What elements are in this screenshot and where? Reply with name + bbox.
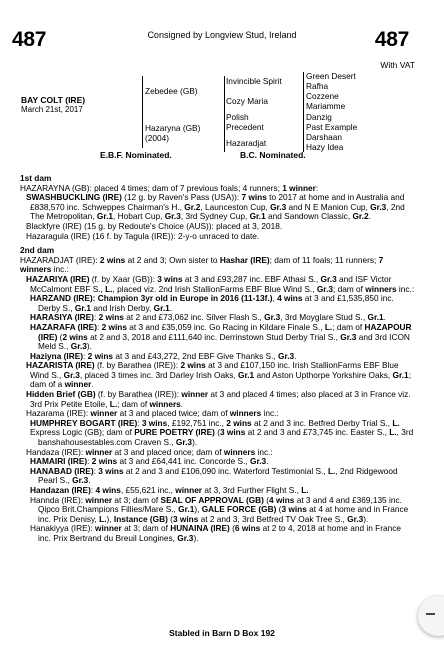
sire-sire: Invincible Spirit xyxy=(226,76,282,86)
horse-name: BAY COLT (IRE) xyxy=(21,95,86,105)
bc-nomination: B.C. Nominated. xyxy=(240,150,306,160)
progeny-entry: HAMAIRI (IRE): 2 wins at 3 and £64,441 inc. Concorde S., Gr.3. xyxy=(30,456,269,467)
progeny-entry: Handazan (IRE): 4 wins, £55,621 inc., winner at 3, 3rd Further Flight S., L. xyxy=(30,485,309,495)
minus-icon xyxy=(426,613,435,615)
progeny-entry: HAZARAFA (IRE): 2 wins at 3 and £35,059 inc. Go Racing in Kildare Finale S., L.; dam of HAZAPOUR (IRE) (2 wins at 2 and 3, 2018 and £111,640 inc. Derrinstown Stud Derby Trial S., Gr.3 and 3rd ICON Meld S., Gr.3). xyxy=(30,321,412,352)
pedigree-g2: Rafha xyxy=(306,81,329,91)
dam-record: HAZARAYNA (GB): placed 4 times; dam of 7 previous foals; 4 runners; 1 winner: xyxy=(20,182,319,193)
dam-sire-line: Polish xyxy=(226,112,249,122)
vat-note: With VAT xyxy=(380,60,415,70)
dam-dam: Hazaradjat xyxy=(226,138,267,148)
pedigree-g4: Mariamme xyxy=(306,101,346,111)
pedigree-g1: Green Desert xyxy=(306,71,356,81)
progeny-entry: HARZAND (IRE): Champion 3yr old in Europe in 2016 (11-13f.), 4 wins at 3 and £1,535,850 inc. Derby S., Gr.1 and Irish Derby, Gr.1. xyxy=(30,293,394,313)
dam-sire: Precedent xyxy=(226,122,264,132)
progeny-entry: Hazaragula (IRE) (16 f. by Tagula (IRE)): 2-y-o unraced to date. xyxy=(26,230,260,241)
progeny-entry: HANABAD (IRE): 3 wins at 2 and 3 and £106,090 inc. Waterford Testimonial S., L., 2nd Ridgewood Pearl S., Gr.3. xyxy=(30,465,398,486)
progeny-entry: Blackfyre (IRE) (15 g. by Redoute's Choice (AUS)): placed at 3, 2018. xyxy=(26,220,283,231)
sire-dam: Cozy Maria xyxy=(226,96,268,106)
progeny-entry: Hanakiyya (IRE): winner at 3; dam of HUNAINA (IRE) (6 wins at 2 to 4, 2018 at home and in France inc. Prix Bertrand du Breuil Longines, Gr.3). xyxy=(30,523,401,543)
progeny-entry: HUMPHREY BOGART (IRE): 3 wins, £192,751 inc., 2 wins at 2 and 3 inc. Betfred Derby Trial S., L. xyxy=(30,417,400,428)
progeny-entry: Handaza (IRE): winner at 3 and placed once; dam of winners inc.: xyxy=(26,446,273,457)
pedigree-g3: Cozzene xyxy=(306,91,339,101)
foaling-date: March 21st, 2017 xyxy=(21,105,83,114)
stabling-note: Stabled in Barn D Box 192 xyxy=(169,628,275,638)
pedigree-divider xyxy=(142,76,143,148)
pedigree-g8: Hazy Idea xyxy=(306,142,344,152)
section-heading: 2nd dam xyxy=(20,245,55,256)
lot-number-left: 487 xyxy=(12,28,47,51)
sire: Zebedee (GB) xyxy=(145,86,198,96)
progeny-entry: Express Logic (GB); dam of PURE POETRY (IRE) (3 wins at 2 and 3 and £73,745 inc. Easter S., L., 3rd banshahousestables.com Craven S., Gr.3). xyxy=(30,427,414,448)
section-heading: 1st dam xyxy=(20,173,52,183)
progeny-entry: Hazarama (IRE): winner at 3 and placed twice; dam of winners inc.: xyxy=(26,408,279,419)
progeny-entry: Hidden Brief (GB) (f. by Barathea (IRE)): winner at 3 and placed 4 times; also placed at 3 in France viz. 3rd Prix Petite Etoile, L.; dam of winners. xyxy=(26,389,411,409)
pedigree-divider xyxy=(303,72,304,152)
progeny-entry: HARASIYA (IRE): 2 wins at 2 and £73,062 inc. Silver Flash S., Gr.3, 3rd Moyglare Stud S., Gr.1. xyxy=(30,312,386,323)
progeny-entry: SWASHBUCKLING (IRE) (12 g. by Raven's Pass (USA)): 7 wins to 2017 at home and in Australia and £838,570 inc. Schweppes Chairman's H., Gr.2, Launceston Cup, Gr.3 and N E Manion Cup, Gr.3, 2nd The Metropolitan, Gr.1, Hobart Cup, Gr.3, 3rd Sydney Cup, Gr.1 and Sandown Classic, Gr.2. xyxy=(26,192,405,222)
pedigree-divider xyxy=(224,76,225,152)
catalogue-body xyxy=(20,174,416,544)
ebf-nomination: E.B.F. Nominated. xyxy=(100,150,172,160)
dam-record: HAZARADJAT (IRE): 2 wins at 2 and 3; Own sister to Hashar (IRE); dam of 11 foals; 11 runners; 7 winners inc.: xyxy=(20,254,384,275)
progeny-entry: HAZARISTA (IRE) (f. by Barathea (IRE)): 2 wins at 3 and £107,150 inc. Irish StallionFarms EBF Blue Wind S., Gr.3, placed 3 times inc. 3rd Darley Irish Oaks, Gr.1 and Aston Upthorpe Yorkshire Oaks, Gr.1; dam of a winner. xyxy=(26,360,411,390)
lot-number-right: 487 xyxy=(374,28,409,51)
consignor: Consigned by Longview Stud, Ireland xyxy=(147,30,297,40)
progeny-entry: Haziyna (IRE): 2 wins at 3 and £43,272, 2nd EBF Give Thanks S., Gr.3. xyxy=(30,350,297,361)
progeny-entry: Hannda (IRE): winner at 3; dam of SEAL OF APPROVAL (GB) (4 wins at 3 and 4 and £369,135 inc. Qipco Brit.Champions Fillies/Mare S., Gr.1), GALE FORCE (GB) (3 wins at 4 at home and in France inc. Prix Denisy, L.), Instance (GB) (3 wins at 2 and 3, 3rd Betfred TV Oak Tree S., Gr.3). xyxy=(30,494,409,524)
pedigree-g7: Darshaan xyxy=(306,132,342,142)
progeny-entry: HAZARIYA (IRE) (f. by Xaar (GB)): 3 wins at 3 and £93,287 inc. EBF Athasi S., Gr.3 and ISF Victor McCalmont EBF S., L., placed viz. 2nd Irish StallionFarms EBF Blue Wind S., Gr.3; dam of winners inc.: xyxy=(26,273,415,294)
dam: Hazaryna (GB) xyxy=(145,123,201,133)
pedigree-g6: Past Example xyxy=(306,122,358,132)
pedigree-g5: Danzig xyxy=(306,112,332,122)
dam-year: (2004) xyxy=(145,133,169,143)
